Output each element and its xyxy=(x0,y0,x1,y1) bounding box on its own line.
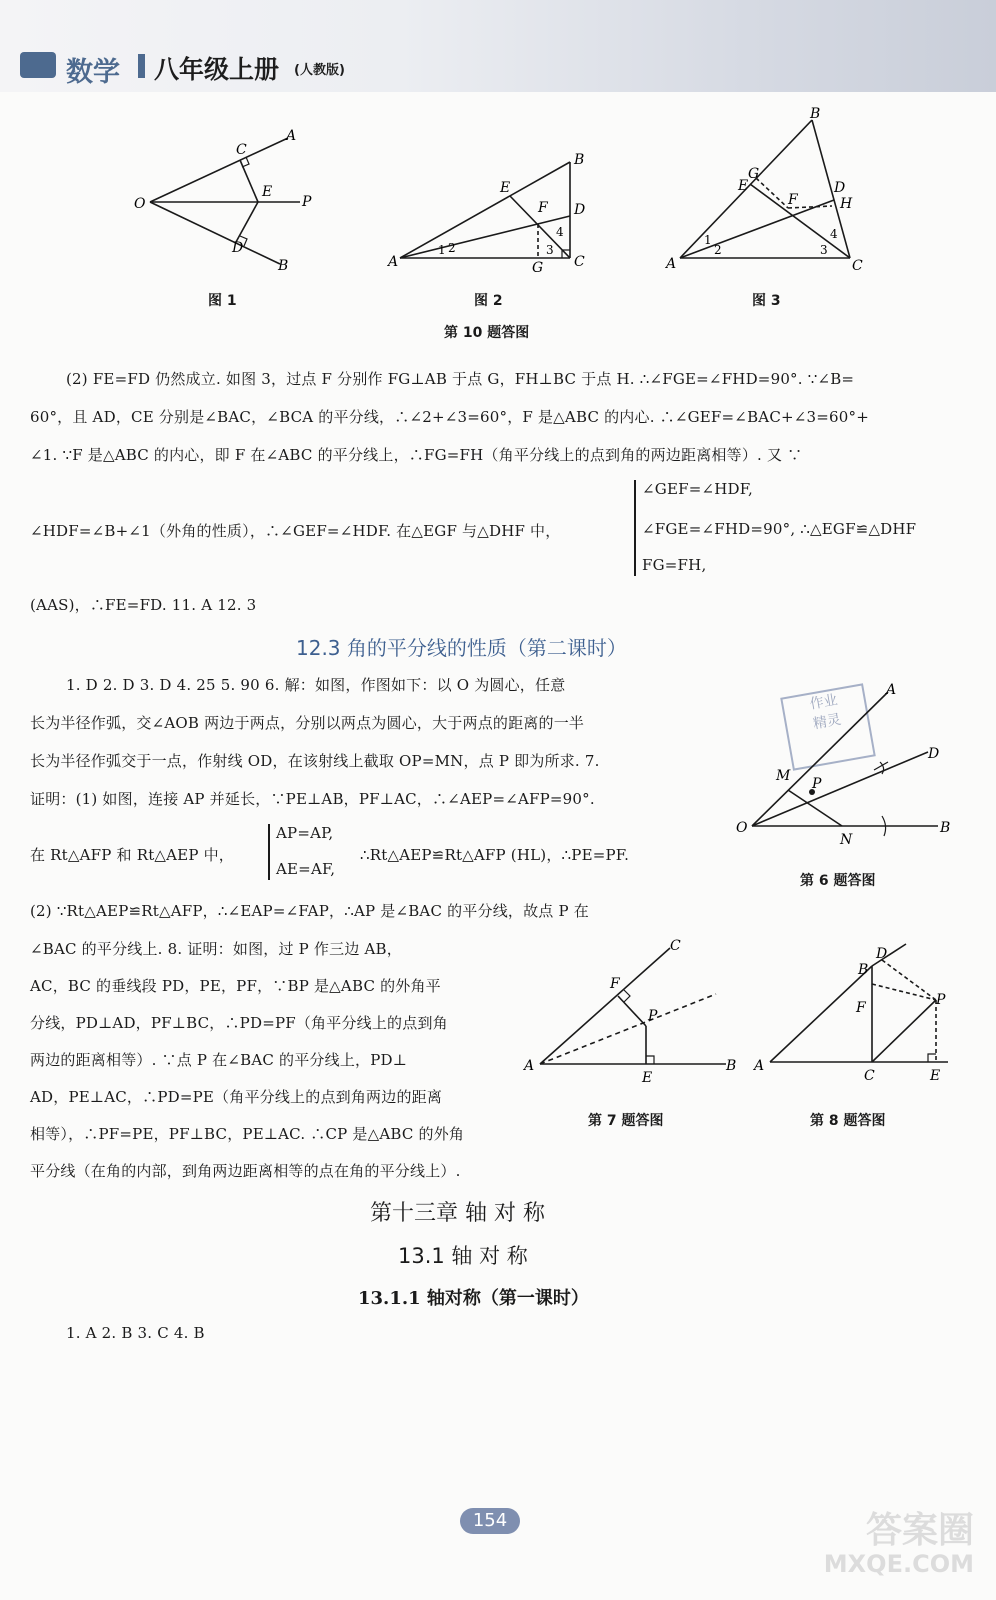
svg-text:P: P xyxy=(302,194,312,210)
svg-text:3: 3 xyxy=(546,243,554,257)
svg-text:D: D xyxy=(876,946,888,962)
svg-text:B: B xyxy=(278,258,289,274)
subsection-13-1-1-title: 13.1.1 轴对称（第一课时） xyxy=(358,1288,589,1309)
svg-text:E: E xyxy=(930,1068,941,1084)
watermark-url: MXQE.COM xyxy=(823,1550,974,1578)
svg-text:A: A xyxy=(286,128,297,144)
svg-text:E: E xyxy=(738,178,749,194)
s12-3-line-3: 长为半径作弧交于一点，作射线 OD，在该射线上截取 OP=MN，点 P 即为所求. 7. xyxy=(30,752,600,770)
svg-text:P: P xyxy=(648,1008,658,1024)
svg-text:2: 2 xyxy=(448,241,456,255)
svg-text:G: G xyxy=(532,260,544,276)
s12-3-line-13: 平分线（在角的内部，到角两边距离相等的点在角的平分线上）. xyxy=(30,1162,461,1180)
s12-3-system-1: AP=AP, xyxy=(276,824,334,842)
s12-3-system-brace xyxy=(268,824,270,880)
figure-2-caption: 图 2 xyxy=(474,293,503,309)
header-edition: (人教版) xyxy=(294,63,345,78)
svg-text:P: P xyxy=(812,776,822,792)
s12-3-line-12: 相等），∴PF=PE，PF⊥BC，PE⊥AC. ∴CP 是△ABC 的外角 xyxy=(30,1125,465,1143)
svg-text:A: A xyxy=(388,254,399,270)
svg-text:C: C xyxy=(236,142,247,158)
svg-text:D: D xyxy=(574,202,586,218)
svg-text:G: G xyxy=(748,166,760,182)
s12-3-line-8: AC，BC 的垂线段 PD，PE，PF，∵BP 是△ABC 的外角平 xyxy=(30,977,441,995)
figure-6 xyxy=(732,676,972,860)
svg-text:C: C xyxy=(864,1068,875,1084)
svg-text:D: D xyxy=(834,180,846,196)
q10-line-2: 60°，且 AD，CE 分别是∠BAC，∠BCA 的平分线，∴∠2+∠3=60°，F 是△ABC 的内心. ∴∠GEF=∠BAC+∠3=60°+ xyxy=(30,408,870,426)
q10-line-1: (2) FE=FD 仍然成立. 如图 3，过点 F 分别作 FG⊥AB 于点 G，FH⊥BC 于点 H. ∴∠FGE=∠FHD=90°. ∵∠B= xyxy=(66,370,855,388)
svg-text:E: E xyxy=(262,184,273,200)
svg-text:C: C xyxy=(574,254,585,270)
svg-text:B: B xyxy=(574,152,585,168)
s12-3-line-11: AD，PE⊥AC，∴PD=PE（角平分线上的点到角两边的距离 xyxy=(30,1088,443,1106)
watermark: 答案圈 xyxy=(865,1510,974,1551)
svg-text:F: F xyxy=(856,1000,866,1016)
q10-system-brace xyxy=(634,480,636,576)
svg-text:B: B xyxy=(858,962,869,978)
svg-text:D: D xyxy=(232,240,244,256)
header-divider xyxy=(138,54,145,78)
section-13-1-title: 13.1 轴 对 称 xyxy=(398,1244,528,1268)
svg-text:A: A xyxy=(754,1058,765,1074)
svg-text:1: 1 xyxy=(438,243,446,257)
svg-text:C: C xyxy=(670,938,681,954)
svg-text:C: C xyxy=(852,258,863,274)
book-logo-icon xyxy=(20,52,56,78)
svg-text:A: A xyxy=(886,682,897,698)
svg-text:O: O xyxy=(736,820,748,836)
figure-1-caption: 图 1 xyxy=(208,293,237,309)
page-header xyxy=(0,0,996,92)
s12-3-line-9: 分线，PD⊥AD，PF⊥BC，∴PD=PF（角平分线上的点到角 xyxy=(30,1014,448,1032)
figure-2 xyxy=(386,148,596,282)
svg-text:1: 1 xyxy=(704,233,712,247)
q10-line-3: ∠1. ∵F 是△ABC 的内心，即 F 在∠ABC 的平分线上，∴FG=FH（角平分线上的点到角的两边距离相等）. 又 ∵ xyxy=(30,446,803,464)
svg-text:F: F xyxy=(610,976,620,992)
svg-text:O: O xyxy=(134,196,146,212)
svg-text:4: 4 xyxy=(830,227,838,241)
svg-text:H: H xyxy=(840,196,853,212)
figure-8 xyxy=(752,940,972,1094)
svg-text:B: B xyxy=(726,1058,737,1074)
svg-text:M: M xyxy=(776,768,791,784)
svg-text:3: 3 xyxy=(820,243,828,257)
svg-text:E: E xyxy=(642,1070,653,1086)
s12-3-line-6: (2) ∵Rt△AEP≌Rt△AFP，∴∠EAP=∠FAP，∴AP 是∠BAC 的平分线，故点 P 在 xyxy=(30,902,589,920)
q10-line-5: (AAS)，∴FE=FD. 11. A 12. 3 xyxy=(30,596,257,614)
svg-text:N: N xyxy=(840,832,853,848)
figure-1 xyxy=(128,124,328,278)
homework-stamp: 作业 精灵 xyxy=(780,683,876,770)
figure-6-caption: 第 6 题答图 xyxy=(800,873,876,889)
s12-3-line-5a: 在 Rt△AFP 和 Rt△AEP 中， xyxy=(30,846,234,864)
figure-3-caption: 图 3 xyxy=(752,293,781,309)
chapter-13-title: 第十三章 轴 对 称 xyxy=(370,1201,545,1226)
q10-system-3: FG=FH, xyxy=(642,556,707,574)
s12-3-line-1: 1. D 2. D 3. D 4. 25 5. 90 6. 解：如图，作图如下：以 O 为圆心，任意 xyxy=(66,676,566,694)
svg-text:A: A xyxy=(666,256,677,272)
svg-text:E: E xyxy=(500,180,511,196)
s12-3-line-4: 证明：(1) 如图，连接 AP 并延长，∵PE⊥AB，PF⊥AC，∴∠AEP=∠AFP=90°. xyxy=(30,790,595,808)
figure-8-caption: 第 8 题答图 xyxy=(810,1113,886,1129)
q10-line-4: ∠HDF=∠B+∠1（外角的性质），∴∠GEF=∠HDF. 在△EGF 与△DHF 中， xyxy=(30,522,561,540)
s12-3-system-2: AE=AF, xyxy=(276,860,336,878)
header-grade: 八年级上册 xyxy=(154,55,280,84)
figure-7-caption: 第 7 题答图 xyxy=(588,1113,664,1129)
svg-text:F: F xyxy=(788,192,798,208)
svg-text:B: B xyxy=(940,820,951,836)
svg-text:F: F xyxy=(538,200,548,216)
q10-system-1: ∠GEF=∠HDF, xyxy=(642,480,753,498)
svg-text:P: P xyxy=(936,992,946,1008)
header-subject: 数学 xyxy=(66,57,120,88)
page-number: 154 xyxy=(460,1508,520,1534)
q10-system-2: ∠FGE=∠FHD=90°, ∴△EGF≌△DHF xyxy=(642,520,917,538)
s12-3-line-2: 长为半径作弧，交∠AOB 两边于两点，分别以两点为圆心，大于两点的距离的一半 xyxy=(30,714,585,732)
svg-text:2: 2 xyxy=(714,243,722,257)
svg-text:D: D xyxy=(928,746,940,762)
s12-3-line-7: ∠BAC 的平分线上. 8. 证明：如图，过 P 作三边 AB， xyxy=(30,940,402,958)
svg-text:B: B xyxy=(810,106,821,122)
chapter-13-answers: 1. A 2. B 3. C 4. B xyxy=(66,1324,205,1342)
q10-figures-caption: 第 10 题答图 xyxy=(444,325,530,341)
svg-text:A: A xyxy=(524,1058,535,1074)
section-12-3-title: 12.3 角的平分线的性质（第二课时） xyxy=(296,636,627,660)
s12-3-line-10: 两边的距离相等）. ∵点 P 在∠BAC 的平分线上，PD⊥ xyxy=(30,1051,408,1069)
figure-3 xyxy=(664,104,884,284)
svg-text:4: 4 xyxy=(556,225,564,239)
s12-3-line-5b: ∴Rt△AEP≌Rt△AFP (HL)，∴PE=PF. xyxy=(360,846,630,864)
figure-7 xyxy=(520,930,750,1094)
